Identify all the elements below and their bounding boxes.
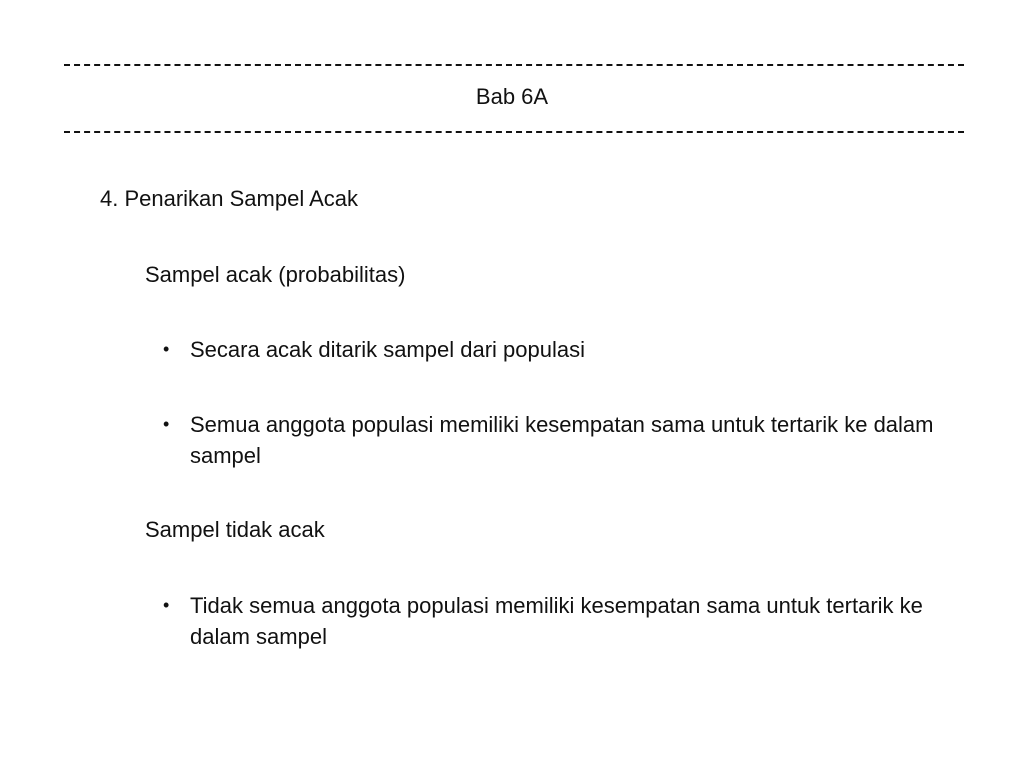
list-item-text: Secara acak ditarik sampel dari populasi bbox=[190, 337, 585, 362]
header-top-divider bbox=[64, 64, 964, 66]
list-item-text: Semua anggota populasi memiliki kesempatan sama untuk tertarik ke dalam sampel bbox=[190, 412, 934, 468]
section-heading: 4. Penarikan Sampel Acak bbox=[100, 186, 359, 211]
subheading-non-random-sample: Sampel tidak acak bbox=[145, 517, 325, 542]
list-item-text: Tidak semua anggota populasi memiliki kesempatan sama untuk tertarik ke dalam sampel bbox=[190, 593, 923, 649]
bullet-icon: • bbox=[163, 414, 170, 434]
list-item bbox=[163, 334, 963, 365]
list-item bbox=[163, 590, 963, 652]
page-title: Bab 6A bbox=[475, 84, 549, 109]
list-item bbox=[163, 409, 963, 471]
bullet-icon: • bbox=[163, 595, 170, 615]
bullet-icon: • bbox=[163, 339, 170, 359]
header-bottom-divider bbox=[64, 131, 964, 133]
subheading-random-sample: Sampel acak (probabilitas) bbox=[145, 262, 406, 287]
